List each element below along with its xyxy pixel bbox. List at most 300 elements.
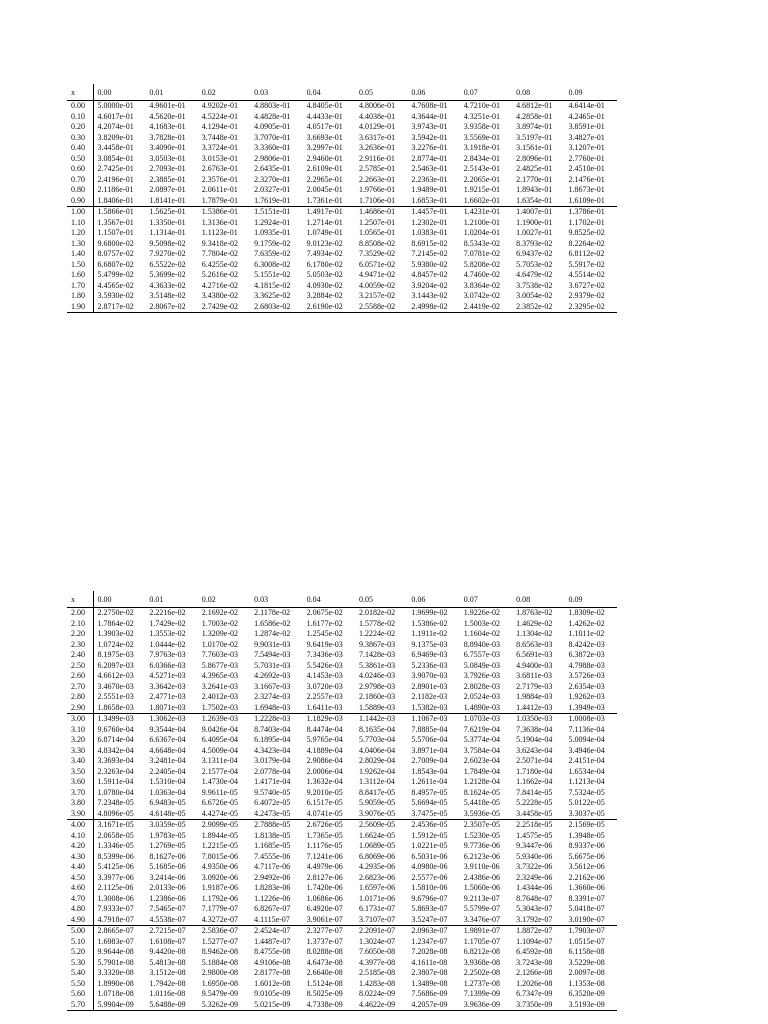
- table-cell: 3.0854e-01: [93, 154, 145, 165]
- table-cell: 3.3693e-04: [93, 756, 145, 767]
- table-cell: 1.7903e-07: [565, 926, 617, 937]
- table-cell: 1.1507e-01: [93, 228, 145, 239]
- table-cell: 4.9400e-03: [516, 660, 553, 670]
- table-cell: 6.8267e-07: [254, 904, 291, 913]
- table-row: [67, 291, 617, 302]
- table-cell: 8.9337e-06: [568, 841, 605, 850]
- table-row: [67, 175, 617, 186]
- table-cell: 9.3544e-04: [149, 724, 186, 734]
- table-cell: 2.4510e-01: [568, 164, 605, 173]
- table-cell: 5.9059e-05: [358, 798, 396, 807]
- table-cell: 9.0426e-04: [201, 724, 238, 734]
- table-cell: 5.2228e-05: [516, 798, 553, 807]
- table-cell: 1.0383e-01: [411, 228, 448, 237]
- table-cell: 3.2157e-02: [358, 291, 396, 300]
- table-cell: 7.5324e-05: [568, 787, 605, 797]
- table-cell: 1.3024e-07: [358, 936, 396, 946]
- table-cell: 1.0221e-05: [411, 841, 448, 850]
- table-cell: 3.1792e-07: [516, 914, 553, 924]
- table-cell: 3.1311e-04: [201, 756, 238, 765]
- row-label-x: 3.80: [71, 798, 85, 807]
- table-cell: 3.3476e-07: [463, 914, 500, 924]
- table-cell: 3.4827e-01: [568, 132, 605, 142]
- table-row: [67, 820, 617, 831]
- table-cell: 1.3949e-03: [568, 702, 605, 712]
- column-header: 0.04: [306, 594, 321, 604]
- row-label-x: 5.30: [71, 957, 85, 967]
- table-cell: 6.7557e-03: [463, 650, 500, 659]
- table-cell: 2.9086e-04: [306, 756, 343, 765]
- table-cell: 1.5386e-01: [198, 207, 250, 218]
- table-cell: 1.2100e-01: [463, 217, 500, 227]
- table-cell: 8.8508e-02: [358, 238, 396, 248]
- table-cell: 3.7828e-01: [149, 132, 186, 142]
- table-cell: 8.4755e-08: [254, 947, 291, 956]
- table-cell: 1.0703e-03: [460, 714, 512, 725]
- table-cell: 1.7420e-06: [306, 883, 343, 892]
- table-cell: 1.1705e-07: [463, 936, 500, 946]
- table-cell: 2.9800e-08: [201, 968, 238, 977]
- table-cell: 3.2884e-02: [306, 291, 343, 300]
- row-label-x: 4.90: [71, 914, 85, 924]
- table-cell: 5.5706e-04: [411, 735, 448, 744]
- table-cell: 9.0123e-02: [306, 238, 343, 248]
- table-cell: 1.8763e-02: [516, 608, 553, 617]
- table-cell: 4.1115e-07: [254, 914, 290, 924]
- table-cell: 1.1662e-04: [516, 777, 553, 786]
- table-cell: 2.8901e-03: [411, 681, 448, 691]
- table-cell: 1.7879e-01: [201, 195, 238, 205]
- table-cell: 6.4095e-04: [201, 735, 238, 744]
- table-cell: 4.6148e-05: [149, 808, 186, 818]
- table-cell: 9.3447e-06: [516, 841, 553, 850]
- table-cell: 2.4998e-02: [407, 302, 459, 313]
- table-cell: 2.1770e-01: [516, 174, 553, 184]
- table-cell: 3.9743e-01: [411, 122, 448, 131]
- table-cell: 2.7179e-03: [516, 681, 553, 691]
- row-label-x: 3.60: [71, 777, 85, 786]
- table-cell: 4.1294e-01: [201, 122, 238, 131]
- table-cell: 6.1158e-08: [568, 947, 605, 956]
- table-cell: 6.9483e-05: [149, 798, 186, 807]
- table-cell: 3.7107e-07: [358, 914, 396, 924]
- table-cell: 2.3249e-06: [516, 872, 553, 882]
- table-row: [67, 926, 617, 937]
- table-cell: 2.4196e-01: [93, 175, 145, 186]
- table-cell: 6.5691e-03: [516, 650, 553, 659]
- table-cell: 5.9380e-02: [411, 259, 448, 269]
- table-cell: 4.6414e-01: [568, 101, 605, 110]
- row-label-x: 2.70: [71, 681, 85, 691]
- table-cell: 4.2074e-01: [93, 122, 145, 133]
- table-cell: 6.4920e-07: [306, 904, 343, 913]
- table-cell: 1.9783e-05: [149, 830, 186, 840]
- table-cell: 1.6534e-04: [568, 766, 605, 776]
- table-cell: 4.5514e-02: [568, 270, 605, 279]
- table-cell: 1.1304e-02: [516, 629, 553, 638]
- table-cell: 7.8015e-06: [201, 851, 238, 861]
- table-cell: 9.5479e-09: [201, 989, 238, 998]
- table-cell: 2.0182e-02: [358, 608, 396, 617]
- table-cell: 3.5193e-09: [565, 1000, 617, 1011]
- table-cell: 8.0757e-02: [93, 249, 145, 260]
- table-cell: 3.7538e-02: [516, 280, 553, 290]
- table-cell: 1.9884e-03: [516, 692, 553, 701]
- table-cell: 4.0930e-02: [306, 280, 343, 290]
- table-row: [67, 196, 617, 207]
- table-cell: 2.7009e-04: [411, 756, 448, 765]
- table-cell: 2.4536e-05: [407, 820, 459, 831]
- table-cell: 2.4386e-06: [463, 872, 500, 882]
- table-cell: 3.5569e-01: [463, 132, 500, 142]
- table-cell: 9.4420e-08: [149, 947, 186, 956]
- table-row: [67, 725, 617, 736]
- table-cell: 6.4072e-05: [254, 798, 291, 807]
- table-cell: 6.5031e-06: [411, 851, 448, 861]
- table-cell: 6.6807e-02: [93, 260, 145, 271]
- table-row: [67, 650, 617, 661]
- row-label-x: 4.20: [71, 841, 85, 850]
- table-cell: 9.3418e-02: [201, 238, 238, 248]
- table-cell: 7.3529e-02: [358, 249, 396, 258]
- table-cell: 1.9699e-02: [411, 608, 448, 617]
- table-row: [67, 185, 617, 196]
- column-header-x: x: [71, 594, 75, 604]
- table-cell: 5.5426e-03: [306, 660, 343, 670]
- table-cell: 1.0780e-04: [93, 788, 145, 799]
- table-row: [67, 915, 617, 926]
- table-cell: 1.1176e-05: [306, 841, 343, 850]
- table-cell: 3.5197e-01: [516, 132, 553, 142]
- table-cell: 5.0215e-09: [250, 1000, 302, 1011]
- row-label-x: 1.80: [71, 291, 85, 300]
- table-cell: 2.5836e-07: [198, 926, 250, 937]
- table-cell: 2.6190e-02: [303, 302, 355, 313]
- table-cell: 4.7117e-06: [254, 862, 291, 871]
- table-cell: 1.5810e-06: [411, 883, 448, 892]
- table-cell: 1.4629e-02: [516, 618, 553, 628]
- table-cell: 8.1624e-05: [463, 787, 500, 797]
- table-cell: 2.8177e-08: [254, 968, 291, 977]
- table-row: [67, 904, 617, 915]
- table-cell: 3.4670e-03: [93, 682, 145, 693]
- row-label-x: 3.10: [71, 724, 85, 734]
- table-cell: 8.6915e-02: [411, 238, 448, 248]
- table-cell: 6.9469e-03: [411, 650, 448, 659]
- table-cell: 7.6050e-08: [358, 947, 396, 956]
- table-row: [67, 281, 617, 292]
- table-cell: 2.3885e-01: [149, 174, 186, 184]
- table-cell: 5.2336e-03: [411, 660, 448, 670]
- table-cell: 3.1671e-05: [93, 820, 145, 831]
- table-cell: 2.8067e-02: [145, 302, 197, 313]
- table-cell: 6.2097e-03: [93, 661, 145, 672]
- table-cell: 5.3699e-02: [149, 270, 186, 279]
- row-label-x: 2.00: [71, 608, 85, 617]
- table-cell: 1.5310e-04: [149, 777, 186, 786]
- row-label-x: 1.20: [71, 228, 85, 237]
- table-row: [67, 228, 617, 239]
- table-cell: 4.3644e-01: [411, 111, 448, 121]
- table-cell: 3.2641e-03: [201, 681, 238, 691]
- table-cell: 4.0980e-06: [411, 862, 448, 871]
- table-cell: 5.6675e-06: [568, 851, 605, 861]
- table-cell: 4.7608e-01: [411, 101, 448, 110]
- table-cell: 9.7736e-06: [463, 841, 500, 850]
- table-cell: 2.5185e-08: [358, 968, 396, 977]
- table-row: [67, 133, 617, 144]
- table-row: [67, 958, 617, 969]
- table-cell: 5.1884e-08: [201, 957, 238, 967]
- row-label-x: 0.60: [71, 164, 85, 173]
- row-label-x: 0.10: [71, 111, 85, 121]
- table-cell: 2.7093e-01: [149, 164, 186, 173]
- table-row: [67, 143, 617, 154]
- table-row: [67, 112, 617, 123]
- table-cell: 9.9644e-08: [93, 947, 145, 958]
- table-cell: 6.1780e-02: [306, 259, 343, 269]
- row-label-x: 3.00: [67, 714, 93, 725]
- table-cell: 5.9765e-04: [306, 735, 343, 744]
- table-row: [67, 703, 617, 714]
- table-cell: 8.1627e-06: [149, 851, 186, 861]
- table-cell: 3.0720e-03: [306, 681, 343, 691]
- table-cell: 1.5889e-03: [358, 702, 396, 712]
- table-cell: 1.0171e-06: [358, 893, 396, 903]
- table-cell: 3.4458e-01: [93, 143, 145, 154]
- table-row: [67, 260, 617, 271]
- table-cell: 2.2502e-08: [463, 968, 500, 977]
- header-row: [67, 84, 617, 101]
- table-cell: 3.5942e-01: [411, 132, 448, 142]
- table-row: [67, 979, 617, 990]
- table-cell: 2.9806e-01: [254, 153, 291, 163]
- table-cell: 1.5386e-02: [411, 618, 448, 628]
- table-cell: 1.5866e-01: [93, 207, 145, 218]
- table-cell: 3.5726e-03: [568, 671, 605, 680]
- table-cell: 1.1792e-06: [201, 893, 238, 903]
- table-cell: 1.2228e-03: [250, 714, 302, 725]
- table-cell: 4.5009e-04: [201, 745, 238, 755]
- table-cell: 8.1975e-03: [93, 650, 145, 661]
- table-cell: 6.1895e-04: [254, 735, 291, 744]
- table-row: [67, 164, 617, 175]
- table-cell: 8.7648e-07: [516, 893, 553, 903]
- table-cell: 3.3360e-01: [254, 143, 291, 152]
- table-row: [67, 894, 617, 905]
- table-cell: 1.3632e-04: [306, 777, 343, 786]
- table-row: [67, 735, 617, 746]
- table-cell: 2.2663e-01: [358, 174, 396, 184]
- table-cell: 7.1428e-03: [358, 650, 396, 659]
- table-cell: 3.2481e-04: [149, 756, 186, 765]
- table-cell: 7.9270e-02: [149, 249, 186, 258]
- row-label-x: 2.60: [71, 671, 85, 680]
- table-cell: 3.7926e-03: [463, 671, 500, 680]
- table-cell: 7.2145e-02: [411, 249, 448, 258]
- table-cell: 3.6243e-04: [516, 745, 553, 755]
- table-cell: 1.8944e-05: [201, 830, 238, 840]
- table-cell: 1.0444e-02: [149, 639, 186, 649]
- table-cell: 3.4380e-02: [201, 291, 238, 300]
- column-header: 0.00: [93, 84, 145, 101]
- table-cell: 1.2639e-03: [198, 714, 250, 725]
- table-cell: 5.3043e-07: [516, 904, 553, 913]
- table-cell: 1.4171e-04: [254, 777, 291, 786]
- table-cell: 6.3872e-03: [568, 650, 605, 659]
- column-header: 0.03: [254, 87, 269, 97]
- table-cell: 1.7942e-08: [149, 978, 186, 988]
- row-label-x: 5.40: [71, 968, 85, 977]
- table-cell: 3.2997e-01: [306, 143, 343, 152]
- table-cell: 7.0781e-02: [463, 249, 500, 258]
- row-label-x: 4.70: [71, 893, 85, 903]
- table-cell: 2.9099e-05: [198, 820, 250, 831]
- table-cell: 1.8990e-08: [93, 979, 145, 990]
- table-cell: 2.2965e-01: [306, 174, 343, 184]
- column-header: 0.09: [568, 594, 583, 604]
- table-cell: 2.0778e-04: [254, 766, 291, 776]
- table-cell: 5.8677e-03: [201, 660, 238, 670]
- table-cell: 1.1067e-03: [407, 714, 459, 725]
- table-cell: 4.7338e-09: [303, 1000, 355, 1011]
- table-cell: 8.5399e-06: [93, 852, 145, 863]
- table-row: [67, 947, 617, 958]
- table-cell: 2.6640e-08: [306, 968, 343, 977]
- table-cell: 5.0094e-04: [568, 735, 605, 744]
- table-cell: 2.0327e-01: [254, 185, 291, 194]
- table-cell: 3.1443e-02: [411, 291, 448, 300]
- table-row: [67, 883, 617, 894]
- column-header-x: x: [71, 87, 75, 97]
- table-cell: 2.1569e-05: [565, 820, 617, 831]
- table-cell: 1.5625e-01: [145, 207, 197, 218]
- table-cell: 1.6354e-01: [516, 195, 553, 205]
- column-header: 0.01: [149, 594, 164, 604]
- table-cell: 7.8885e-04: [411, 724, 448, 734]
- table-cell: 2.2557e-03: [306, 692, 343, 701]
- table-cell: 3.6727e-02: [568, 280, 605, 290]
- column-header: 0.05: [358, 87, 373, 97]
- column-header: 0.00: [93, 591, 145, 608]
- table-cell: 1.0008e-03: [565, 714, 617, 725]
- table-cell: 4.7988e-03: [568, 660, 605, 670]
- table-cell: 2.5577e-06: [411, 872, 448, 882]
- table-cell: 8.9462e-08: [201, 947, 238, 956]
- table-cell: 5.1904e-04: [516, 735, 553, 744]
- table-cell: 3.9358e-01: [463, 122, 500, 131]
- table-cell: 3.1207e-01: [568, 143, 605, 152]
- row-label-x: 3.50: [71, 766, 85, 776]
- table-cell: 1.1442e-03: [355, 714, 407, 725]
- table-cell: 2.8774e-01: [411, 153, 448, 163]
- table-cell: 3.9368e-08: [463, 957, 500, 967]
- table-cell: 1.6597e-06: [358, 883, 396, 892]
- table-cell: 1.6012e-08: [254, 978, 291, 988]
- table-row: [67, 746, 617, 757]
- table-top: [67, 84, 617, 313]
- table-cell: 1.7106e-01: [358, 195, 396, 205]
- table-row: [67, 207, 617, 218]
- table-cell: 1.2769e-05: [149, 841, 186, 850]
- table-cell: 4.8006e-01: [358, 101, 396, 110]
- header-row: [67, 591, 617, 608]
- table-cell: 1.5382e-03: [411, 702, 448, 712]
- table-cell: 4.3423e-04: [254, 745, 291, 755]
- table-cell: 1.3786e-01: [565, 207, 617, 218]
- table-cell: 1.1829e-03: [303, 714, 355, 725]
- row-label-x: 3.90: [71, 808, 85, 818]
- table-cell: 1.9187e-06: [201, 883, 238, 892]
- table-cell: 1.9766e-01: [358, 185, 396, 194]
- table-cell: 7.2348e-05: [93, 798, 145, 809]
- table-cell: 2.3295e-02: [565, 302, 617, 313]
- table-row: [67, 756, 617, 767]
- row-label-x: 0.90: [71, 195, 85, 205]
- table-cell: 3.3037e-05: [568, 808, 605, 818]
- table-cell: 4.9202e-01: [201, 101, 238, 110]
- table-cell: 1.3499e-03: [93, 714, 145, 725]
- table-cell: 4.7460e-02: [463, 270, 500, 279]
- table-cell: 2.7888e-05: [250, 820, 302, 831]
- table-cell: 2.9798e-03: [358, 681, 396, 691]
- table-cell: 2.8434e-01: [463, 153, 500, 163]
- table-cell: 2.0675e-02: [306, 608, 343, 617]
- table-cell: 5.1551e-02: [254, 270, 291, 279]
- row-label-x: 2.10: [71, 618, 85, 628]
- table-cell: 5.6694e-05: [411, 798, 448, 807]
- table-cell: 2.1577e-04: [201, 766, 238, 776]
- table-cell: 1.8543e-04: [411, 766, 448, 776]
- row-label-x: 1.00: [67, 207, 93, 218]
- table-cell: 2.0097e-08: [568, 968, 605, 977]
- table-cell: 2.1125e-06: [93, 883, 145, 894]
- table-cell: 6.1517e-05: [306, 798, 343, 807]
- table-cell: 5.1685e-06: [149, 862, 186, 871]
- table-cell: 2.6109e-01: [306, 164, 343, 173]
- table-cell: 2.9492e-06: [254, 872, 291, 882]
- table-cell: 4.2473e-05: [254, 808, 291, 818]
- table-cell: 2.9379e-02: [568, 291, 605, 300]
- table-row: [67, 629, 617, 640]
- table-row: [67, 239, 617, 250]
- table-bottom: [67, 591, 617, 1011]
- table-cell: 5.4799e-02: [93, 270, 145, 281]
- table-cell: 1.8309e-02: [568, 608, 605, 617]
- table-cell: 1.5277e-07: [201, 936, 238, 946]
- table-cell: 9.6796e-07: [411, 893, 448, 903]
- table-cell: 2.7215e-07: [145, 926, 197, 937]
- table-cell: 7.9333e-07: [93, 904, 145, 915]
- table-cell: 1.3136e-01: [201, 217, 238, 227]
- table-cell: 5.0418e-07: [568, 904, 605, 913]
- table-cell: 1.2874e-02: [254, 629, 291, 638]
- table-row: [67, 809, 617, 820]
- table-cell: 5.3262e-09: [198, 1000, 250, 1011]
- table-cell: 2.1266e-08: [516, 968, 553, 977]
- table-cell: 7.8414e-05: [516, 787, 553, 797]
- table-cell: 4.7210e-01: [463, 101, 500, 110]
- table-cell: 4.0517e-01: [306, 122, 343, 131]
- table-cell: 3.2276e-01: [411, 143, 448, 152]
- row-label-x: 4.30: [71, 851, 85, 861]
- table-cell: 4.4038e-01: [358, 111, 396, 121]
- row-label-x: 1.10: [71, 217, 85, 227]
- table-cell: 4.3965e-03: [201, 671, 238, 680]
- row-label-x: 0.20: [71, 122, 85, 131]
- table-cell: 1.9489e-01: [411, 185, 448, 194]
- table-cell: 1.9262e-03: [568, 692, 605, 701]
